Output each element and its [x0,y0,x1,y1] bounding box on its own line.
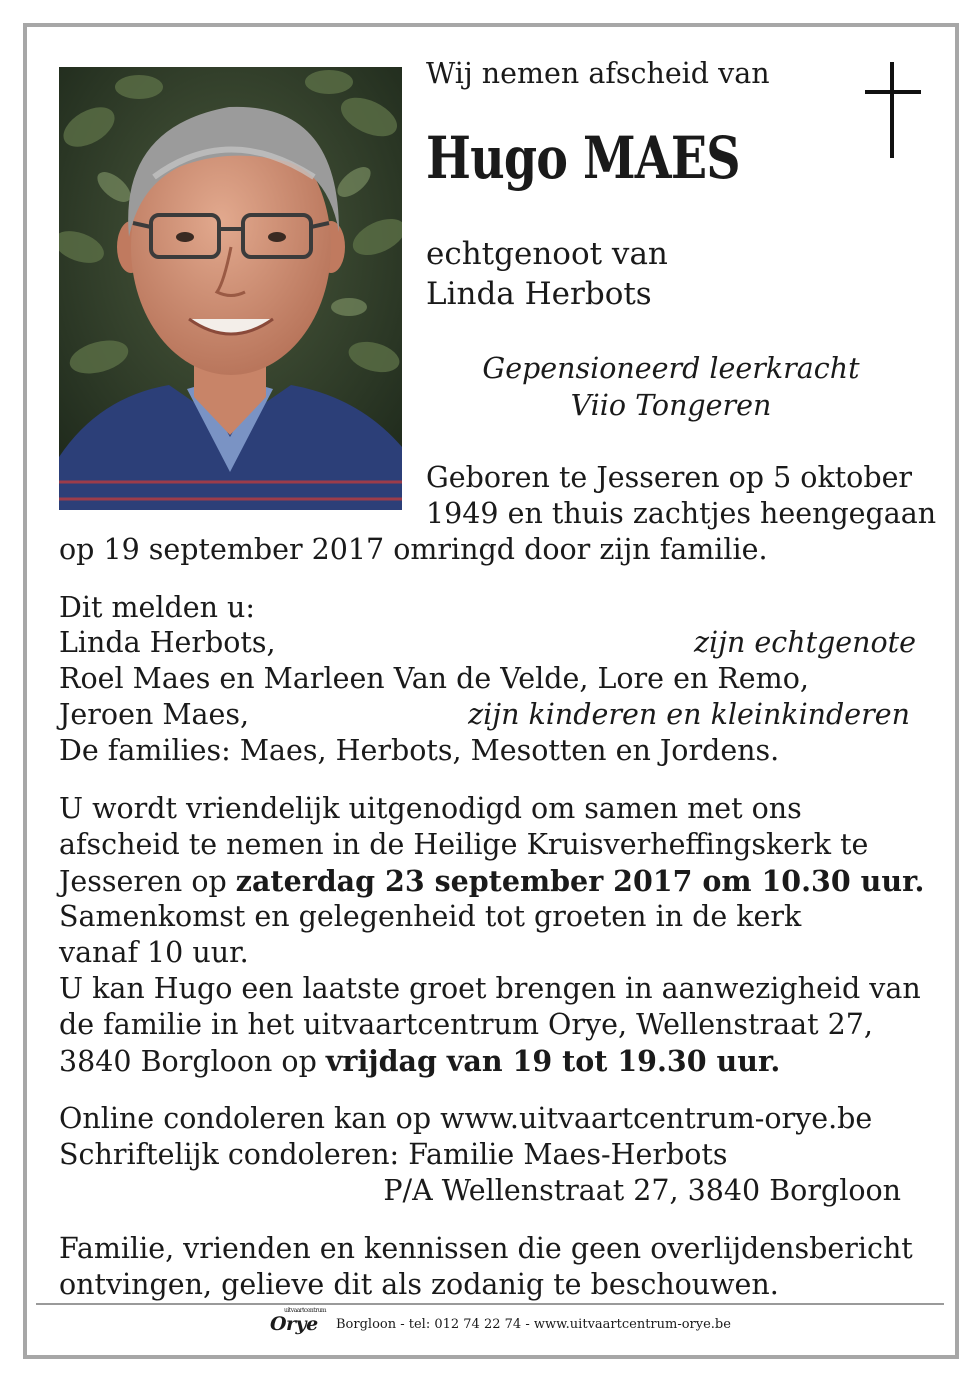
ceremony-line-6: U kan Hugo een laatste groet brengen in aanwezigheid van [59,972,921,1005]
closing-line-2: ontvingen, gelieve dit als zodanig te beschouwen. [59,1268,779,1301]
profession-line-1: Gepensioneerd leerkracht [482,352,860,385]
cross-icon [865,62,921,158]
ceremony-line-3 [59,863,924,900]
birth-line-3: op 19 september 2017 omringd door zijn familie. [59,533,768,566]
spouse-line-2: Linda Herbots [426,276,652,312]
profession-line-2: Viio Tongeren [570,389,772,422]
announcement-intro: Dit melden u: [59,591,255,624]
orye-logo-text: Orye [270,1313,318,1335]
condolence-line-2: Schriftelijk condoleren: Familie Maes-Herbots [59,1138,728,1171]
ceremony-line-2: afscheid te nemen in de Heilige Kruisverheffingskerk te [59,828,869,861]
deceased-name: Hugo MAES [426,124,740,192]
ceremony-line-1: U wordt vriendelijk uitgenodigd om samen met ons [59,792,802,825]
ceremony-datetime: zaterdag 23 september 2017 om 10.30 uur. [235,864,925,898]
family-relation-1: zijn echtgenote [694,626,916,659]
condolence-address: P/A Wellenstraat 27, 3840 Borgloon [383,1174,901,1207]
ceremony-line-5: vanaf 10 uur. [59,936,249,969]
ceremony-line-3-prefix: Jesseren op [59,865,236,898]
portrait-photo [59,67,402,510]
portrait-illustration [59,67,402,510]
intro-text: Wij nemen afscheid van [426,57,770,90]
ceremony-line-8 [59,1043,780,1080]
birth-line-1: Geboren te Jesseren op 5 oktober [426,461,913,494]
ceremony-line-7: de familie in het uitvaartcentrum Orye, Wellenstraat 27, [59,1008,873,1041]
family-name-1: Linda Herbots, [59,626,276,659]
condolence-line-1: Online condoleren kan op www.uitvaartcentrum-orye.be [59,1102,873,1135]
family-name-3: Jeroen Maes, [59,698,250,731]
footer-divider [36,1303,944,1305]
visitation-time: vrijdag van 19 tot 19.30 uur. [325,1044,781,1078]
family-name-4: De families: Maes, Herbots, Mesotten en Jordens. [59,734,780,767]
orye-logo-subtext: uitvaartcentrum [284,1307,327,1314]
birth-line-2: 1949 en thuis zachtjes heengegaan [426,497,937,530]
ceremony-line-8-prefix: 3840 Borgloon op [59,1045,326,1078]
orye-logo [270,1307,327,1335]
spouse-line-1: echtgenoot van [426,236,668,272]
ceremony-line-4: Samenkomst en gelegenheid tot groeten in de kerk [59,900,802,933]
family-name-2: Roel Maes en Marleen Van de Velde, Lore en Remo, [59,662,809,695]
family-relation-3: zijn kinderen en kleinkinderen [468,698,910,731]
closing-line-1: Familie, vrienden en kennissen die geen overlijdensbericht [59,1232,913,1265]
footer-info: Borgloon - tel: 012 74 22 74 - www.uitvaartcentrum-orye.be [336,1317,731,1332]
